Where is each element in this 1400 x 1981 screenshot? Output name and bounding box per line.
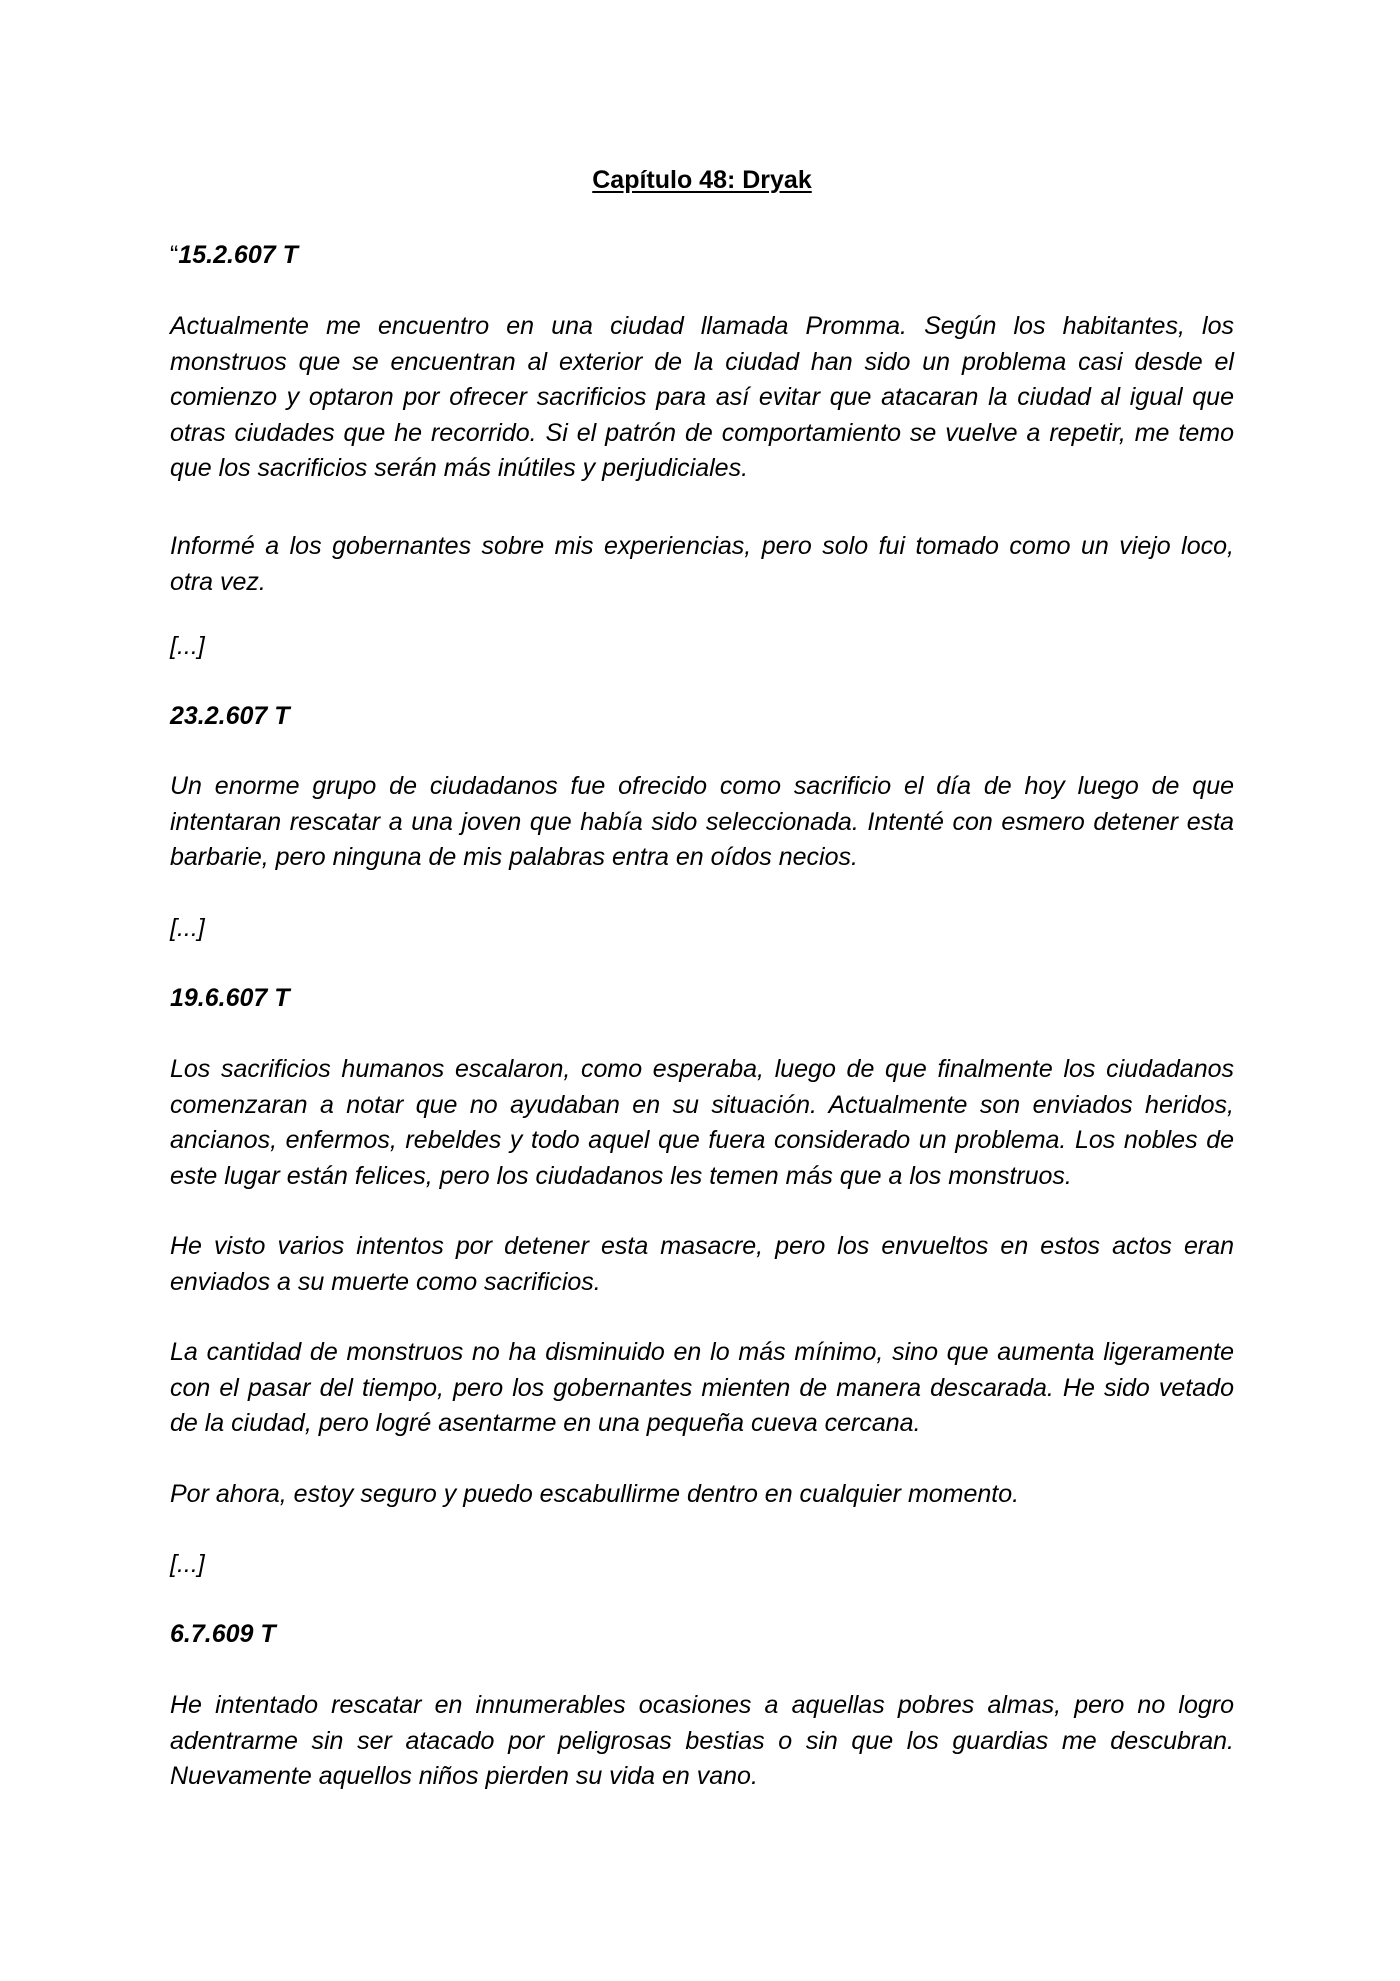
entry-date: 19.6.607 T <box>170 984 290 1012</box>
paragraph: Los sacrificios humanos escalaron, como esperaba, luego de que finalmente los ciudadanos comenzaran a notar que no ayudaban en su situación. Actualmente son enviados heridos, ancianos, enfermos, rebeldes y todo aquel que fuera considerado un problema. Los nobles de este lugar están felices, pero los ciudadanos les temen más que a los monstruos. <box>170 1055 1234 1190</box>
entry-date: 6.7.609 T <box>170 1620 276 1648</box>
ellipsis: [...] <box>170 632 205 660</box>
opening-quote: “ <box>170 241 179 269</box>
entry-date <box>170 238 1234 274</box>
paragraph: He visto varios intentos por detener esta masacre, pero los envueltos en estos actos eran enviados a su muerte como sacrificios. <box>170 1232 1234 1296</box>
ellipsis: [...] <box>170 1550 205 1578</box>
paragraph: He intentado rescatar en innumerables ocasiones a aquellas pobres almas, pero no logro adentrarme sin ser atacado por peligrosas bestias o sin que los guardias me descubran. Nuevamente aquellos niños pierden su vida en vano. <box>170 1691 1234 1790</box>
chapter-title: Capítulo 48: Dryak <box>592 166 812 194</box>
paragraph: Un enorme grupo de ciudadanos fue ofrecido como sacrificio el día de hoy luego de que intentaran rescatar a una joven que había sido seleccionada. Intenté con esmero detener esta barbarie, pero ninguna de mis palabras entra en oídos necios. <box>170 772 1234 871</box>
paragraph: Actualmente me encuentro en una ciudad llamada Promma. Según los habitantes, los monstruos que se encuentran al exterior de la ciudad han sido un problema casi desde el comienzo y optaron por ofrecer sacrificios para así evitar que atacaran la ciudad al igual que otras ciudades que he recorrido. Si el patrón de comportamiento se vuelve a repetir, me temo que los sacrificios serán más inútiles y perjudiciales. <box>170 312 1234 482</box>
entry-date: 23.2.607 T <box>170 702 290 730</box>
document-page <box>170 0 1234 1981</box>
paragraph: Por ahora, estoy seguro y puedo escabullirme dentro en cualquier momento. <box>170 1480 1020 1508</box>
entry-date-text: 15.2.607 T <box>178 241 298 269</box>
paragraph: Informé a los gobernantes sobre mis experiencias, pero solo fui tomado como un viejo loco, otra vez. <box>170 532 1234 596</box>
ellipsis: [...] <box>170 914 205 942</box>
paragraph: La cantidad de monstruos no ha disminuido en lo más mínimo, sino que aumenta ligeramente con el pasar del tiempo, pero los gobernantes mienten de manera descarada. He sido vetado de la ciudad, pero logré asentarme en una pequeña cueva cercana. <box>170 1338 1234 1437</box>
